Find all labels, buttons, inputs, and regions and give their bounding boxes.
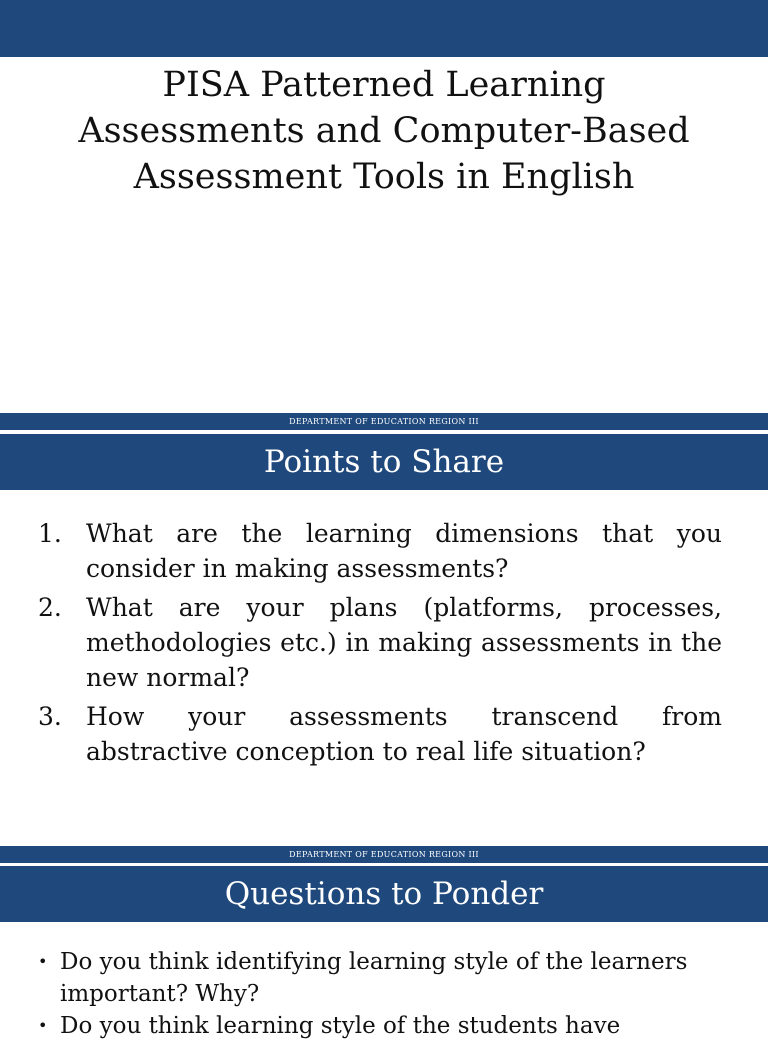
item-text: Do you think identifying learning style of the learners important? Why? <box>60 949 688 1007</box>
list-item <box>38 516 722 586</box>
item-number: 1. <box>38 519 62 548</box>
list-item <box>38 1010 728 1042</box>
top-band <box>0 0 768 57</box>
questions-list <box>38 946 728 1042</box>
item-text: Do you think learning style of the students have <box>60 1013 621 1039</box>
item-text: What are your plans (platforms, processes, methodologies etc.) in making assessments in the new normal? <box>86 593 722 692</box>
list-item <box>38 946 728 1010</box>
questions-header: Questions to Ponder <box>0 866 768 922</box>
points-header: Points to Share <box>0 434 768 490</box>
slide-footer: DEPARTMENT OF EDUCATION REGION III <box>0 846 768 863</box>
slide-footer: DEPARTMENT OF EDUCATION REGION III <box>0 413 768 430</box>
points-list <box>38 516 722 773</box>
item-text: What are the learning dimensions that you consider in making assessments? <box>86 519 722 583</box>
list-item <box>38 699 722 769</box>
bullet-icon: • <box>38 952 48 971</box>
slide-title: PISA Patterned Learning Assessments and Computer-Based Assessment Tools in English <box>78 65 690 197</box>
item-number: 2. <box>38 593 62 622</box>
list-item <box>38 590 722 695</box>
item-number: 3. <box>38 702 62 731</box>
bullet-icon: • <box>38 1016 48 1035</box>
item-text: How your assessments transcend from abstractive conception to real life situation? <box>86 702 722 766</box>
